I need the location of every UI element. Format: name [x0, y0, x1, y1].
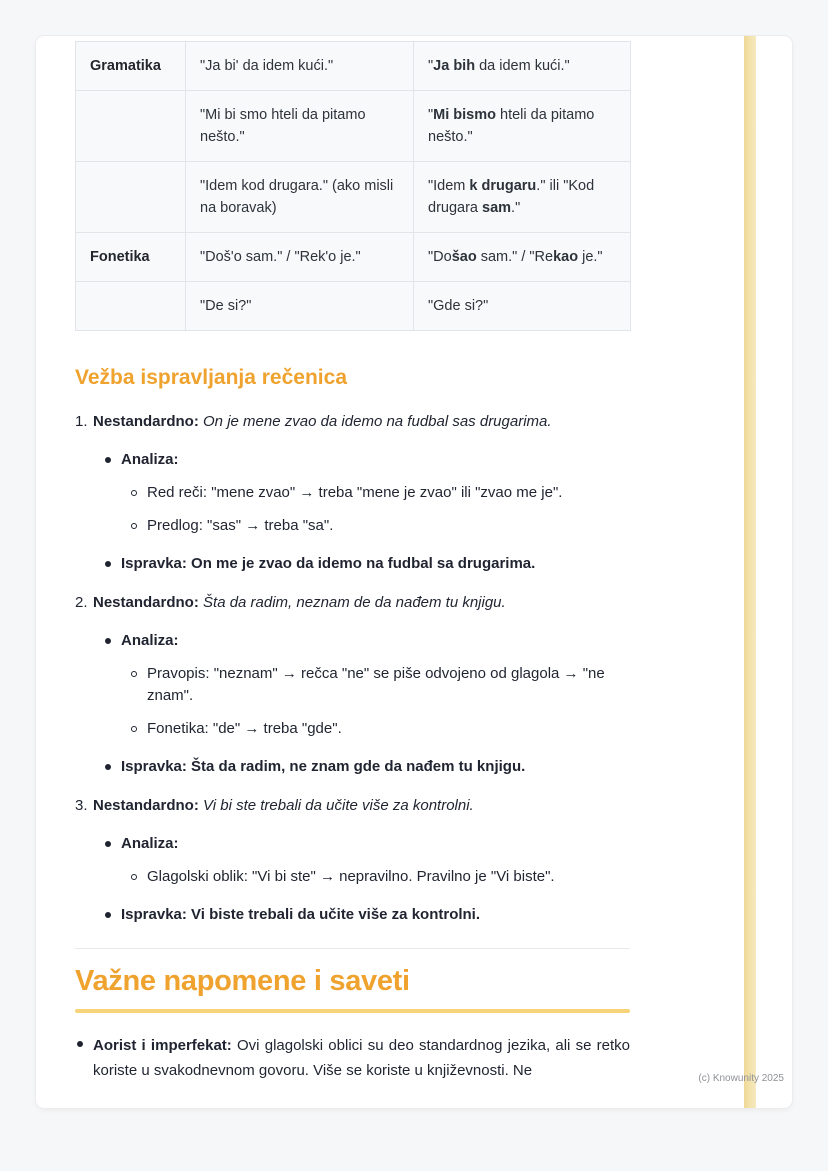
- bullet-icon: [103, 449, 121, 537]
- analysis-point: Glagolski oblik: "Vi bi ste" → nepravilno. Pravilno je "Vi biste".: [147, 868, 555, 885]
- exercise-section-title: Vežba ispravljanja rečenica: [75, 366, 347, 389]
- table-row: [76, 91, 631, 162]
- analiza-label: Analiza:: [121, 632, 179, 649]
- bullet-icon: [103, 904, 121, 926]
- list-number: 3.: [75, 797, 88, 814]
- ispravka-line: Ispravka: Šta da radim, ne znam gde da nađem tu knjigu.: [121, 758, 526, 775]
- table-cell-category: Gramatika: [76, 42, 186, 91]
- table-row: [76, 42, 631, 91]
- watermark: (c) Knowunity 2025: [698, 1073, 784, 1084]
- note-item: [75, 1033, 630, 1083]
- note-text: Aorist i imperfekat: Ovi glagolski oblici su deo standardnog jezika, ali se retko koriste u svakodnevnom govoru. Više se koriste u književnosti. Ne: [93, 1037, 630, 1079]
- circle-bullet-icon: [121, 663, 147, 707]
- bullet-icon: [103, 553, 121, 575]
- exercise-intro: Nestandardno: Šta da radim, neznam de da nađem tu knjigu.: [93, 594, 506, 611]
- document-page: [36, 36, 792, 1108]
- table-cell-standard: "Ja bih da idem kući.": [414, 42, 631, 91]
- exercise-item: [75, 411, 630, 575]
- table-cell-standard: "Gde si?": [414, 282, 631, 331]
- analysis-point: Red reči: "mene zvao" → treba "mene je zvao" ili "zvao me je".: [147, 484, 563, 501]
- table-cell-standard: "Idem k drugaru." ili "Kod drugara sam.": [414, 162, 631, 233]
- table-cell-category: Fonetika: [76, 233, 186, 282]
- analiza-label: Analiza:: [121, 451, 179, 468]
- table-cell-nonstandard: "Ja bi' da idem kući.": [186, 42, 414, 91]
- exercise-item: [75, 795, 630, 926]
- table-cell-standard: "Došao sam." / "Rekao je.": [414, 233, 631, 282]
- analysis-point: Fonetika: "de" → treba "gde".: [147, 720, 342, 737]
- table-cell-nonstandard: "Mi bi smo hteli da pitamo nešto.": [186, 91, 414, 162]
- ispravka-line: Ispravka: On me je zvao da idemo na fudbal sa drugarima.: [121, 555, 536, 572]
- exercise-item: [75, 592, 630, 778]
- document-content: [75, 36, 630, 1083]
- heading-underline: [75, 1009, 630, 1013]
- bullet-icon: [75, 1033, 93, 1083]
- circle-bullet-icon: [121, 482, 147, 504]
- circle-bullet-icon: [121, 718, 147, 740]
- page-edge-stripe: [744, 36, 756, 1108]
- ispravka-line: Ispravka: Vi biste trebali da učite više za kontrolni.: [121, 906, 481, 923]
- table-cell-nonstandard: "De si?": [186, 282, 414, 331]
- analysis-point: Predlog: "sas" → treba "sa".: [147, 517, 334, 534]
- list-number: 1.: [75, 413, 88, 430]
- table-row: [76, 162, 631, 233]
- analiza-label: Analiza:: [121, 835, 179, 852]
- list-number: 2.: [75, 594, 88, 611]
- comparison-table: [75, 41, 631, 331]
- analysis-point: Pravopis: "neznam" → rečca "ne" se piše odvojeno od glagola → "ne znam".: [147, 665, 605, 704]
- bullet-icon: [103, 833, 121, 888]
- circle-bullet-icon: [121, 866, 147, 888]
- section-divider: [75, 948, 630, 949]
- table-row: [76, 282, 631, 331]
- bullet-icon: [103, 630, 121, 740]
- table-cell-category: [76, 91, 186, 162]
- notes-section: [75, 963, 630, 1083]
- table-row: [76, 233, 631, 282]
- table-cell-category: [76, 162, 186, 233]
- table-cell-nonstandard: "Idem kod drugara." (ako misli na boravak): [186, 162, 414, 233]
- table-cell-standard: "Mi bismo hteli da pitamo nešto.": [414, 91, 631, 162]
- table-cell-category: [76, 282, 186, 331]
- table-cell-nonstandard: "Doš'o sam." / "Rek'o je.": [186, 233, 414, 282]
- bullet-icon: [103, 756, 121, 778]
- exercise-section: [75, 365, 630, 926]
- exercise-intro: Nestandardno: Vi bi ste trebali da učite više za kontrolni.: [93, 797, 474, 814]
- notes-section-title: Važne napomene i saveti: [75, 965, 410, 997]
- circle-bullet-icon: [121, 515, 147, 537]
- exercise-intro: Nestandardno: On je mene zvao da idemo na fudbal sas drugarima.: [93, 413, 552, 430]
